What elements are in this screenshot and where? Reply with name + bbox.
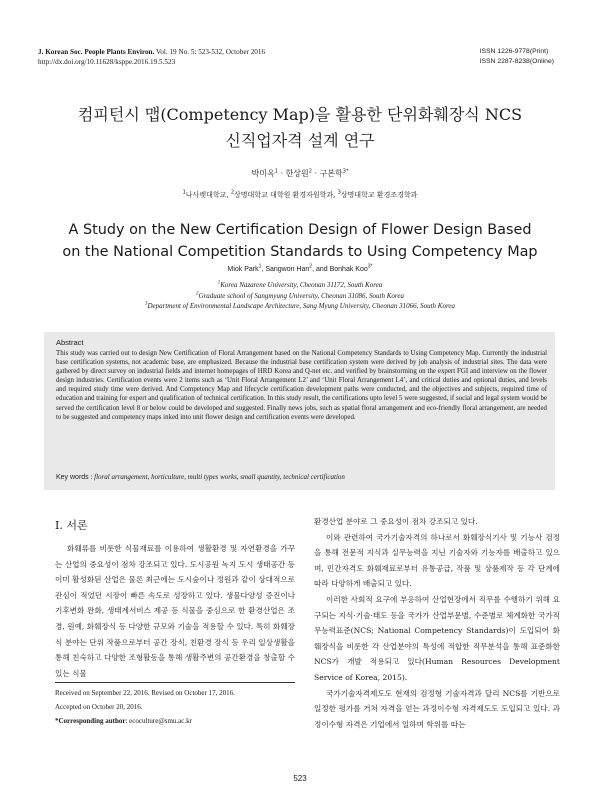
- paragraph: 이와 관련하여 국가기술자격의 하나로서 화훼장식기사 및 기능사 검정을 통해 전문적 지식과 실무능력을 지닌 기술자와 기능자를 배출하고 있으며, 민간자격도 화훼재료로부터 유통공급, 작품 및 상품제작 등 각 단계에 따라 다양하게 배출되고 있다.: [314, 532, 560, 589]
- abstract-heading: Abstract: [56, 338, 84, 347]
- english-affiliations: [0, 280, 600, 312]
- journal-name: J. Korean Soc. People Plants Environ.: [38, 48, 155, 56]
- affiliation: 상명대학교 대학원 환경자원학과,: [234, 191, 338, 199]
- abstract-text: This study was carried out to design New Certification of Floral Arrangement based on the National Competency Standards to Using Competency Map. Currently the industrial base certification systems, not academic base, are emphasized. Because the industrial base certification system were derived by job analysis of industrial sites. The data were gathered by direct survey on industrial fields and internet homepages of HRD Korea and Q-net etc. and verified by brainstorming on the expert FGI and interview on the flower design industries. Certification events were 2 items such as ‘Unit Floral Arrangement L2’ and ‘Unit Floral Arrangement L4’, and critical duties and optional duties, and levels and required study time were derived. And Competency Map and lifecycle certification development paths were conducted, and the objectives and subjects, required time of education and training for expert and qualification of technical certification. In this study result, the certifications upto level 5 were suggested, if social and legal system would be served the certification level 8 or below could be developed and suggested. Finally news jobs, such as spatial floral arrangement and eco-friendly floral arrangement, are needed to be suggested and competency maps inked into unit flower design and certification events were developed.: [56, 350, 547, 421]
- korean-title-line2: 신직업자격 설계 연구: [225, 131, 375, 150]
- affiliation: 나사렛대학교,: [185, 191, 231, 199]
- footnote: [55, 686, 297, 728]
- affil-sup: 2: [230, 189, 235, 196]
- author-sup: 2: [309, 263, 313, 270]
- affil-sup: 1: [182, 189, 186, 196]
- author-sep: ·: [277, 169, 286, 178]
- corresponding-email[interactable]: ecoculture@smu.ac.kr: [129, 717, 192, 725]
- author-sup: 1: [274, 168, 278, 175]
- english-title-line2: on the National Competition Standards to Using Competency Map: [62, 244, 538, 260]
- author-sep: ·: [311, 169, 320, 178]
- author-sup: 3*: [342, 168, 349, 175]
- received-dates: Received on September 22, 2016. Revised on October 17, 2016.: [55, 689, 235, 697]
- affiliation-line: [0, 291, 600, 302]
- paragraph: 화훼류를 비롯한 식물재료를 이용하여 생활환경 및 자연환경을 가꾸는 산업의 중요성이 점차 강조되고 있다. 도시공원 녹지 도시 생태공간 등 이미 활성화된 산업은 물론 최근에는 도시숲이나 정원과 같이 상대적으로 관심이 적었던 시장이 빠른 속도로 성장하고 있다. 생물다양성 증진이나 기후변화 완화, 생태계서비스 제공 등 식물을 중심으로 한 환경산업은 조경, 원예, 화훼장식 등 다양한 규모와 기술을 적용할 수 있다. 특히 화훼장식 분야는 단위 작품으로부터 공간 장식, 친환경 장식 등 우리 일상생활을 통해 친숙하고 다양한 조형활동을 통해 생활주변의 공간환경을 창출할 수 있는 식물: [55, 544, 295, 678]
- left-column: [55, 541, 295, 681]
- author-name: Sangwon Han: [265, 266, 310, 273]
- korean-title: [0, 102, 600, 154]
- doi-link[interactable]: http://dx.doi.org/10.11628/ksppe.2016.19.5.523: [38, 58, 176, 66]
- section-title: Ⅰ. 서론: [55, 519, 88, 532]
- author-sep: , and: [312, 266, 330, 273]
- paragraph: 환경산업 분야로 그 중요성이 점차 강조되고 있다.: [314, 517, 478, 526]
- keywords: [56, 473, 345, 481]
- affiliation: Graduate school of Sangmyung University, Cheonan 31086, South Korea: [198, 291, 404, 300]
- author-name: Bonhak Koo: [329, 266, 368, 273]
- corresponding-sep: :: [125, 717, 130, 725]
- issn-print: ISSN 1226-9778(Print): [479, 48, 549, 55]
- right-column: [314, 514, 560, 732]
- author-name: 박미옥: [251, 169, 275, 178]
- affil-sup: 3: [144, 301, 148, 307]
- english-title-line1: A Study on the New Certification Design of Flower Design Based: [68, 222, 532, 238]
- paragraph: 이러한 사회적 요구에 부응하여 산업현장에서 직무를 수행하기 위해 요구되는 지식·기술·태도 등을 국가가 산업부문별, 수준별로 체계화한 국가직무능력표준(NCS; National Competency Standards)이 도입되어 화훼장식을 비롯한 각 산업분야의 특성에 적합한 직무분석을 통해 표준화한 NCS가 개발 적용되고 있다(Human Resources Development Service of Korea, 2015).: [314, 594, 560, 682]
- english-authors: [0, 263, 600, 273]
- affiliation: 상명대학교 환경조경학과: [340, 191, 418, 199]
- keywords-label: Key words: [56, 474, 89, 481]
- affiliation-line: [0, 280, 600, 291]
- issn-block: [480, 47, 554, 67]
- corresponding-author: [55, 714, 297, 728]
- korean-authors: [0, 168, 600, 179]
- issn-online: ISSN 2287-8238(Online): [479, 58, 554, 65]
- author-name: 구본학: [319, 169, 343, 178]
- author-sup: 3*: [367, 263, 373, 270]
- affiliation-line: [0, 301, 600, 312]
- journal-header: [38, 47, 265, 67]
- korean-title-line1: 컴피턴시 맵(Competency Map)을 활용한 단위화훼장식 NCS: [77, 105, 523, 124]
- keywords-sep: :: [88, 473, 95, 481]
- korean-affiliations: [0, 190, 600, 200]
- author-sep: ,: [261, 266, 266, 273]
- keywords-list: floral arrangement, horticulture, multi types works, small quantity, technical certification: [94, 473, 345, 481]
- author-sup: 1: [258, 263, 262, 270]
- corresponding-label: *Corresponding author: [55, 717, 126, 725]
- affil-sup: 1: [217, 280, 221, 286]
- footnote-divider: [55, 682, 295, 683]
- abstract-body: [56, 349, 547, 422]
- affil-sup: 3: [337, 189, 341, 196]
- english-title: [0, 219, 600, 263]
- volume-info: Vol. 19 No. 5: 523-532, October 2016: [156, 48, 266, 56]
- paragraph: 국가기술자격제도도 현재의 검정형 기술자격과 달리 NCS를 기반으로 일정한 평가를 거쳐 자격을 얻는 과정이수형 자격제도도 도입되고 있다. 과정이수형 자격은 기업에서 일하며 학위를 따는: [314, 688, 560, 729]
- affiliation: Korea Nazarene University, Cheonan 31172, South Korea: [220, 281, 383, 289]
- author-name: Miok Park: [227, 266, 259, 273]
- page-number: 523: [293, 774, 307, 783]
- accepted-date: Accepted on October 20, 2016.: [55, 703, 143, 711]
- affiliation: Department of Environmental Landscape Architecture, Sang Myung University, Cheonan 31066, South Korea: [147, 302, 456, 310]
- author-name: 한상원: [285, 169, 309, 178]
- author-sup: 2: [308, 168, 312, 175]
- affil-sup: 2: [196, 291, 199, 297]
